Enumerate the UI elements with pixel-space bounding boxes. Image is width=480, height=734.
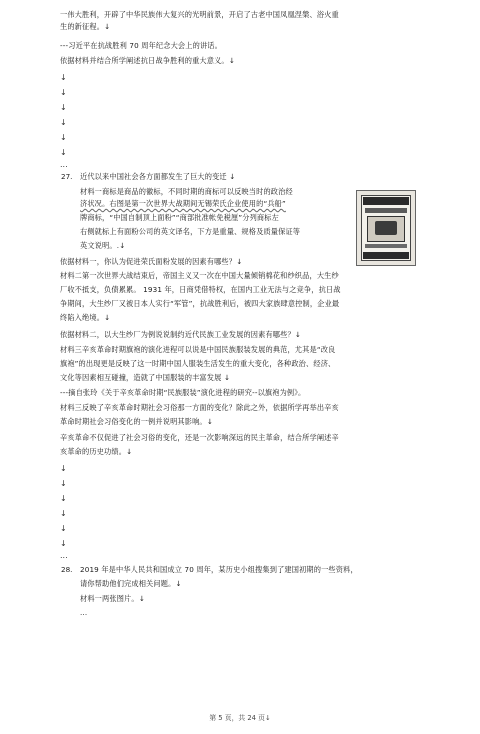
text-line: 生的新征程。↓ (60, 22, 111, 31)
source-line: ---摘自张玲《关于辛亥革命时期“民族服装”演化进程的研究--以旗袍为例》。 (60, 388, 306, 397)
paragraph-mark: ↓ (60, 118, 67, 127)
material-line: 文化等因素相互碰撞，造就了中国服装的丰富发展 ↓ (60, 373, 231, 382)
material-line: 右侧就标上有面粉公司的英文译名，下方是重量、规格及质量保证等 (80, 227, 301, 236)
question-line: 辛亥革命不仅促进了社会习俗的变化，还是一次影响深远的民主革命，结合所学阐述辛 (60, 433, 339, 442)
question-line: 依据材料一，你认为促进荣氏面粉发展的因素有哪些？↓ (60, 257, 243, 266)
paragraph-mark: ↓ (60, 479, 67, 488)
paragraph-mark: ... (80, 608, 88, 617)
question-line: 依据材料并结合所学阐述抗日战争胜利的重大意义。↓ (60, 56, 235, 65)
material-line: 材料一两张图片。↓ (80, 594, 145, 603)
paragraph-mark: ↓ (60, 539, 67, 548)
material-line: 济状况。右图是第一次世界大战期间无锡荣氏企业使用的“兵船” (80, 199, 286, 208)
paragraph-mark: ↓ (60, 73, 67, 82)
paragraph-mark: ↓ (60, 88, 67, 97)
question-line: 亥革命的历史功绩。↓ (60, 447, 133, 456)
material-line: 英文说明。.↓ (80, 241, 126, 250)
paragraph-mark: ↓ (60, 103, 67, 112)
material-line: 终陷入绝境。↓ (60, 313, 111, 322)
material-line: 厂收不抵支，负债累累。 1931 年，日商凭借特权，在国内工业无法与之竞争，抗日战 (60, 285, 341, 294)
material-line: 材料一商标是商品的徽标，不同时期的商标可以反映当时的政治经 (80, 187, 293, 196)
paragraph-mark: ↓ (60, 509, 67, 518)
page-footer: 第 5 页，共 24 页↓ (209, 714, 271, 722)
question-number: 27. (61, 172, 73, 181)
material-line: 旗袍”的出现更是反映了这一时期中国人服装生活发生的重大变化，各种政治、经济、 (60, 359, 336, 368)
paragraph-mark: ... (60, 551, 68, 560)
material-line: 牌商标，“中国自制顶上面粉”“商部批准帐免税厘”分列商标左 (80, 213, 279, 222)
question-line: 革命时期社会习俗变化的一例并说明其影响。↓ (60, 417, 213, 426)
paragraph-mark: ↓ (60, 148, 67, 157)
text-line: 一伟大胜利，开辟了中华民族伟大复兴的光明前景，开启了古老中国凤凰涅槃、浴火重 (60, 10, 339, 19)
question-line: 依据材料二，以大生纱厂为例说说制约近代民族工业发展的因素有哪些？↓ (60, 330, 301, 339)
question-line: 请你帮助他们完成相关问题。↓ (80, 579, 182, 588)
source-line: ---习近平在抗战胜利 70 周年纪念大会上的讲话。 (60, 41, 222, 50)
material-line: 材料二第一次世界大战结束后，帝国主义又一次在中国大量倾销棉花和纱织品，大生纱 (60, 271, 339, 280)
trademark-image (356, 190, 416, 266)
paragraph-mark: ↓ (60, 524, 67, 533)
question-line: 材料三反映了辛亥革命时期社会习俗那一方面的变化？除此之外，依据所学再举出辛亥 (60, 403, 339, 412)
paragraph-mark: ↓ (60, 494, 67, 503)
question-title: 近代以来中国社会各方面都发生了巨大的变迁 ↓ (80, 172, 236, 181)
paragraph-mark: ... (60, 160, 68, 169)
material-line: 材料三辛亥革命时期旗袍的演化进程可以说是中国民族服装发展的典范，尤其是“改良 (60, 345, 336, 354)
paragraph-mark: ↓ (60, 133, 67, 142)
paragraph-mark: ↓ (60, 464, 67, 473)
material-line: 争期间，大生纱厂又被日本人实行“军管”，抗战胜利后，被四大家族肆意控制，企业最 (60, 299, 340, 308)
question-title: 2019 年是中华人民共和国成立 70 周年，某历史小组搜集到了建国初期的一些资料， (80, 565, 358, 574)
question-number: 28. (61, 565, 73, 574)
